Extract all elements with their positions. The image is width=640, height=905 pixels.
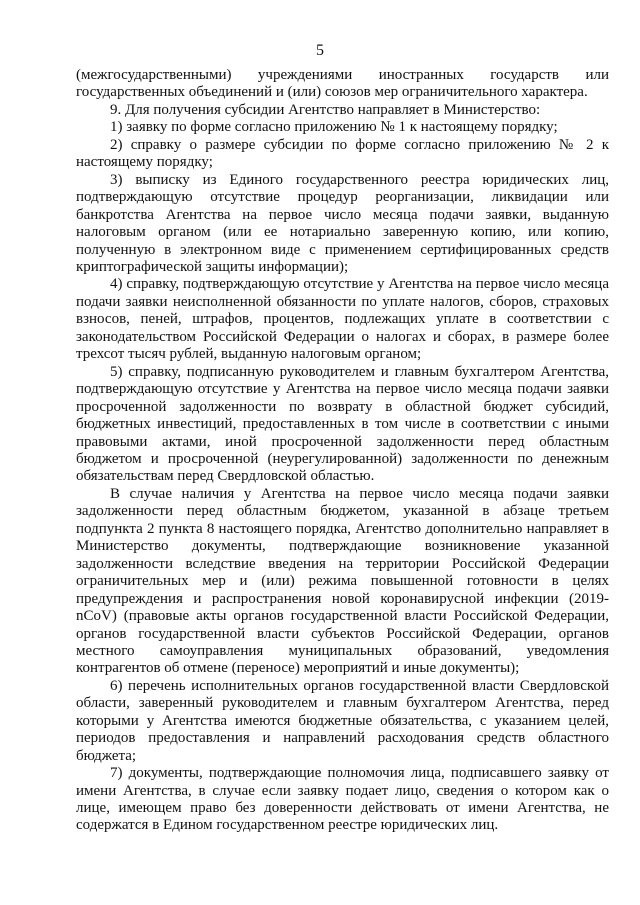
paragraph-item-9: 9. Для получения субсидии Агентство направляет в Министерство: — [110, 101, 541, 118]
paragraph-subitem-7: 7) документы, подтверждающие полномочия лица, подписавшего заявку от имени Агентства, в случае если заявку подает лицо, сведения о котором как о лице, имеющем право без доверенности действовать от имени Агентства, не содержатся в Едином государственном реестре юридических лиц. — [76, 765, 609, 834]
document-body — [76, 67, 609, 835]
paragraph-subitem-5: 5) справку, подписанную руководителем и главным бухгалтером Агентства, подтверждающую отсутствие у Агентства на первое число месяца подачи заявки просроченной задолженности по возврату в областной бюджет субсидий, бюджетных инвестиций, предоставленных в том числе в соответствии с иными правовыми актами, иной просроченной задолженности перед областным бюджетом и просроченной (неурегулированной) задолженности по денежным обязательствам перед Свердловской областью. — [76, 363, 609, 485]
paragraph-subitem-6: 6) перечень исполнительных органов государственной власти Свердловской области, заверенный руководителем и главным бухгалтером Агентства, перед которыми у Агентства имеются бюджетные обязательства, с указанием целей, периодов предоставления и направлений расходования средств областного бюджета; — [76, 677, 609, 764]
paragraph-subitem-3: 3) выписку из Единого государственного реестра юридических лиц, подтверждающую отсутствие процедур реорганизации, ликвидации или банкротства Агентства на первое число месяца подачи заявки, выданную налоговым органом (или ее нотариально заверенную копию, или копию, полученную в электронном виде с применением сертифицированных средств криптографической защиты информации); — [76, 171, 609, 275]
paragraph-subitem-2: 2) справку о размере субсидии по форме согласно приложению № 2 к настоящему порядку; — [76, 136, 609, 171]
paragraph-subitem-4: 4) справку, подтверждающую отсутствие у Агентства на первое число месяца подачи заявки неисполненной обязанности по уплате налогов, сборов, страховых взносов, пеней, штрафов, процентов, подлежащих уплате в соответствии с законодательством Российской Федерации о налогах и сборах, в размере более трехсот тысяч рублей, выданную налоговым органом; — [76, 276, 609, 363]
page-number: 5 — [316, 42, 324, 59]
paragraph-subitem-1: 1) заявку по форме согласно приложению № 1 к настоящему порядку; — [110, 119, 558, 136]
paragraph-debt-case: В случае наличия у Агентства на первое число месяца подачи заявки задолженности перед областным бюджетом, указанной в абзаце третьем подпункта 2 пункта 8 настоящего порядка, Агентство дополнительно направляет в Министерство документы, подтверждающие возникновение указанной задолженности вследствие введения на территории Российской Федерации ограничительных мер и (или) режима повышенной готовности в целях предупреждения и распространения новой коронавирусной инфекции (2019-nCoV) (правовые акты органов государственной власти Российской Федерации, органов государственной власти субъектов Российской Федерации, органов местного самоуправления муниципальных образований, уведомления контрагентов об отмене (переносе) мероприятий и иные документы); — [76, 485, 609, 677]
paragraph-continuation: (межгосударственными) учреждениями иностранных государств или государственных объединений и (или) союзов мер ограничительного характера. — [76, 67, 609, 101]
